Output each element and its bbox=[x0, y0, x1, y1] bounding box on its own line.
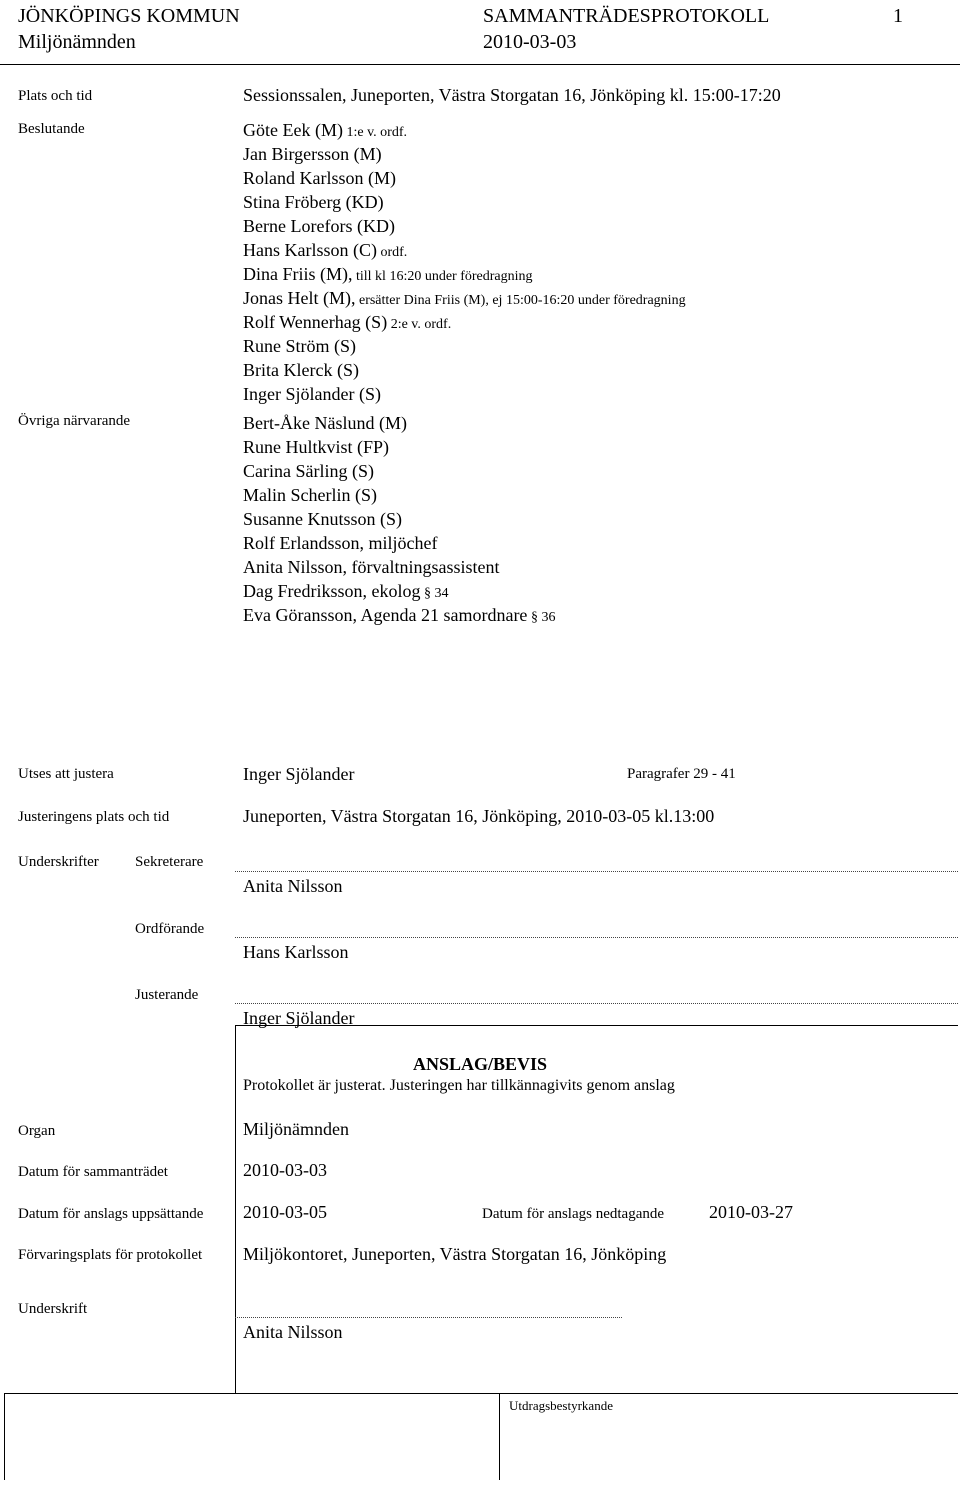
forvaring-value: Miljökontoret, Juneporten, Västra Storgatan 16, Jönköping bbox=[243, 1244, 667, 1264]
list-item: Susanne Knutsson (S) bbox=[243, 509, 403, 529]
sekreterare-label: Sekreterare bbox=[135, 854, 204, 870]
justering-plats-value: Juneporten, Västra Storgatan 16, Jönköping, 2010-03-05 kl.13:00 bbox=[243, 806, 715, 826]
meeting-date: 2010-03-03 bbox=[483, 31, 577, 53]
forvaring-label: Förvaringsplats för protokollet bbox=[18, 1247, 203, 1263]
committee-name: Miljönämnden bbox=[18, 31, 136, 53]
datum-value: 2010-03-03 bbox=[243, 1160, 327, 1180]
list-item: Rune Ström (S) bbox=[243, 336, 357, 356]
uppsattande-value: 2010-03-05 bbox=[243, 1202, 327, 1222]
list-item: Brita Klerck (S) bbox=[243, 360, 359, 380]
list-item: Stina Fröberg (KD) bbox=[243, 192, 384, 212]
organ-label: Organ bbox=[18, 1123, 56, 1139]
underskrift-label: Underskrift bbox=[18, 1301, 88, 1317]
page-number: 1 bbox=[893, 5, 903, 27]
ordforande-name: Hans Karlsson bbox=[243, 942, 349, 962]
anslag-left-border bbox=[235, 1025, 236, 1393]
justerande-label: Justerande bbox=[135, 987, 199, 1003]
list-item: Eva Göransson, Agenda 21 samordnare § 36 bbox=[243, 605, 556, 625]
signature-line bbox=[235, 1003, 958, 1004]
underskrift-name: Anita Nilsson bbox=[243, 1322, 343, 1342]
doc-type: SAMMANTRÄDESPROTOKOLL bbox=[483, 5, 770, 27]
paragrafer: Paragrafer 29 - 41 bbox=[627, 766, 736, 782]
footer-left-border bbox=[4, 1393, 5, 1480]
beslutande-list bbox=[243, 118, 686, 406]
ordforande-label: Ordförande bbox=[135, 921, 205, 937]
organ-value: Miljönämnden bbox=[243, 1119, 349, 1139]
header-divider bbox=[0, 64, 960, 65]
list-item: Rune Hultkvist (FP) bbox=[243, 437, 390, 457]
sekreterare-name: Anita Nilsson bbox=[243, 876, 343, 896]
place-label: Plats och tid bbox=[18, 88, 93, 104]
utses-value: Inger Sjölander bbox=[243, 764, 355, 784]
justering-plats-label: Justeringens plats och tid bbox=[18, 809, 170, 825]
list-item: Anita Nilsson, förvaltningsassistent bbox=[243, 557, 500, 577]
signature-line bbox=[235, 1317, 622, 1318]
list-item: Bert-Åke Näslund (M) bbox=[243, 413, 407, 433]
place-value: Sessionssalen, Juneporten, Västra Storgatan 16, Jönköping kl. 15:00-17:20 bbox=[243, 85, 781, 105]
uppsattande-label: Datum för anslags uppsättande bbox=[18, 1206, 204, 1222]
list-item: Hans Karlsson (C) ordf. bbox=[243, 240, 408, 260]
anslag-top-border bbox=[235, 1025, 958, 1026]
list-item: Carina Särling (S) bbox=[243, 461, 374, 481]
justerande-name: Inger Sjölander bbox=[243, 1008, 355, 1028]
list-item: Inger Sjölander (S) bbox=[243, 384, 381, 404]
list-item: Jonas Helt (M), ersätter Dina Friis (M), ej 15:00-16:20 under föredragning bbox=[243, 288, 686, 308]
signature-line bbox=[235, 937, 958, 938]
list-item: Dina Friis (M), till kl 16:20 under föredragning bbox=[243, 264, 533, 284]
ovriga-list bbox=[243, 411, 555, 627]
nedtagande-value: 2010-03-27 bbox=[709, 1202, 793, 1222]
list-item: Dag Fredriksson, ekolog § 34 bbox=[243, 581, 449, 601]
signature-line bbox=[235, 871, 958, 872]
list-item: Rolf Wennerhag (S) 2:e v. ordf. bbox=[243, 312, 452, 332]
list-item: Jan Birgersson (M) bbox=[243, 144, 382, 164]
footer-divider bbox=[4, 1393, 958, 1394]
list-item: Roland Karlsson (M) bbox=[243, 168, 396, 188]
utses-label: Utses att justera bbox=[18, 766, 114, 782]
utdrag-label: Utdragsbestyrkande bbox=[509, 1398, 613, 1413]
org-name: JÖNKÖPINGS KOMMUN bbox=[18, 5, 240, 27]
anslag-title: ANSLAG/BEVIS bbox=[412, 1054, 548, 1074]
list-item: Malin Scherlin (S) bbox=[243, 485, 377, 505]
list-item: Berne Lorefors (KD) bbox=[243, 216, 395, 236]
list-item: Göte Eek (M) 1:e v. ordf. bbox=[243, 120, 407, 140]
underskrifter-label: Underskrifter bbox=[18, 854, 99, 870]
anslag-text: Protokollet är justerat. Justeringen har tillkännagivits genom anslag bbox=[243, 1077, 675, 1094]
beslutande-label: Beslutande bbox=[18, 121, 85, 137]
nedtagande-label: Datum för anslags nedtagande bbox=[482, 1206, 665, 1222]
datum-label: Datum för sammanträdet bbox=[18, 1164, 168, 1180]
list-item: Rolf Erlandsson, miljöchef bbox=[243, 533, 438, 553]
ovriga-label: Övriga närvarande bbox=[18, 413, 131, 429]
footer-mid-border bbox=[499, 1393, 500, 1480]
